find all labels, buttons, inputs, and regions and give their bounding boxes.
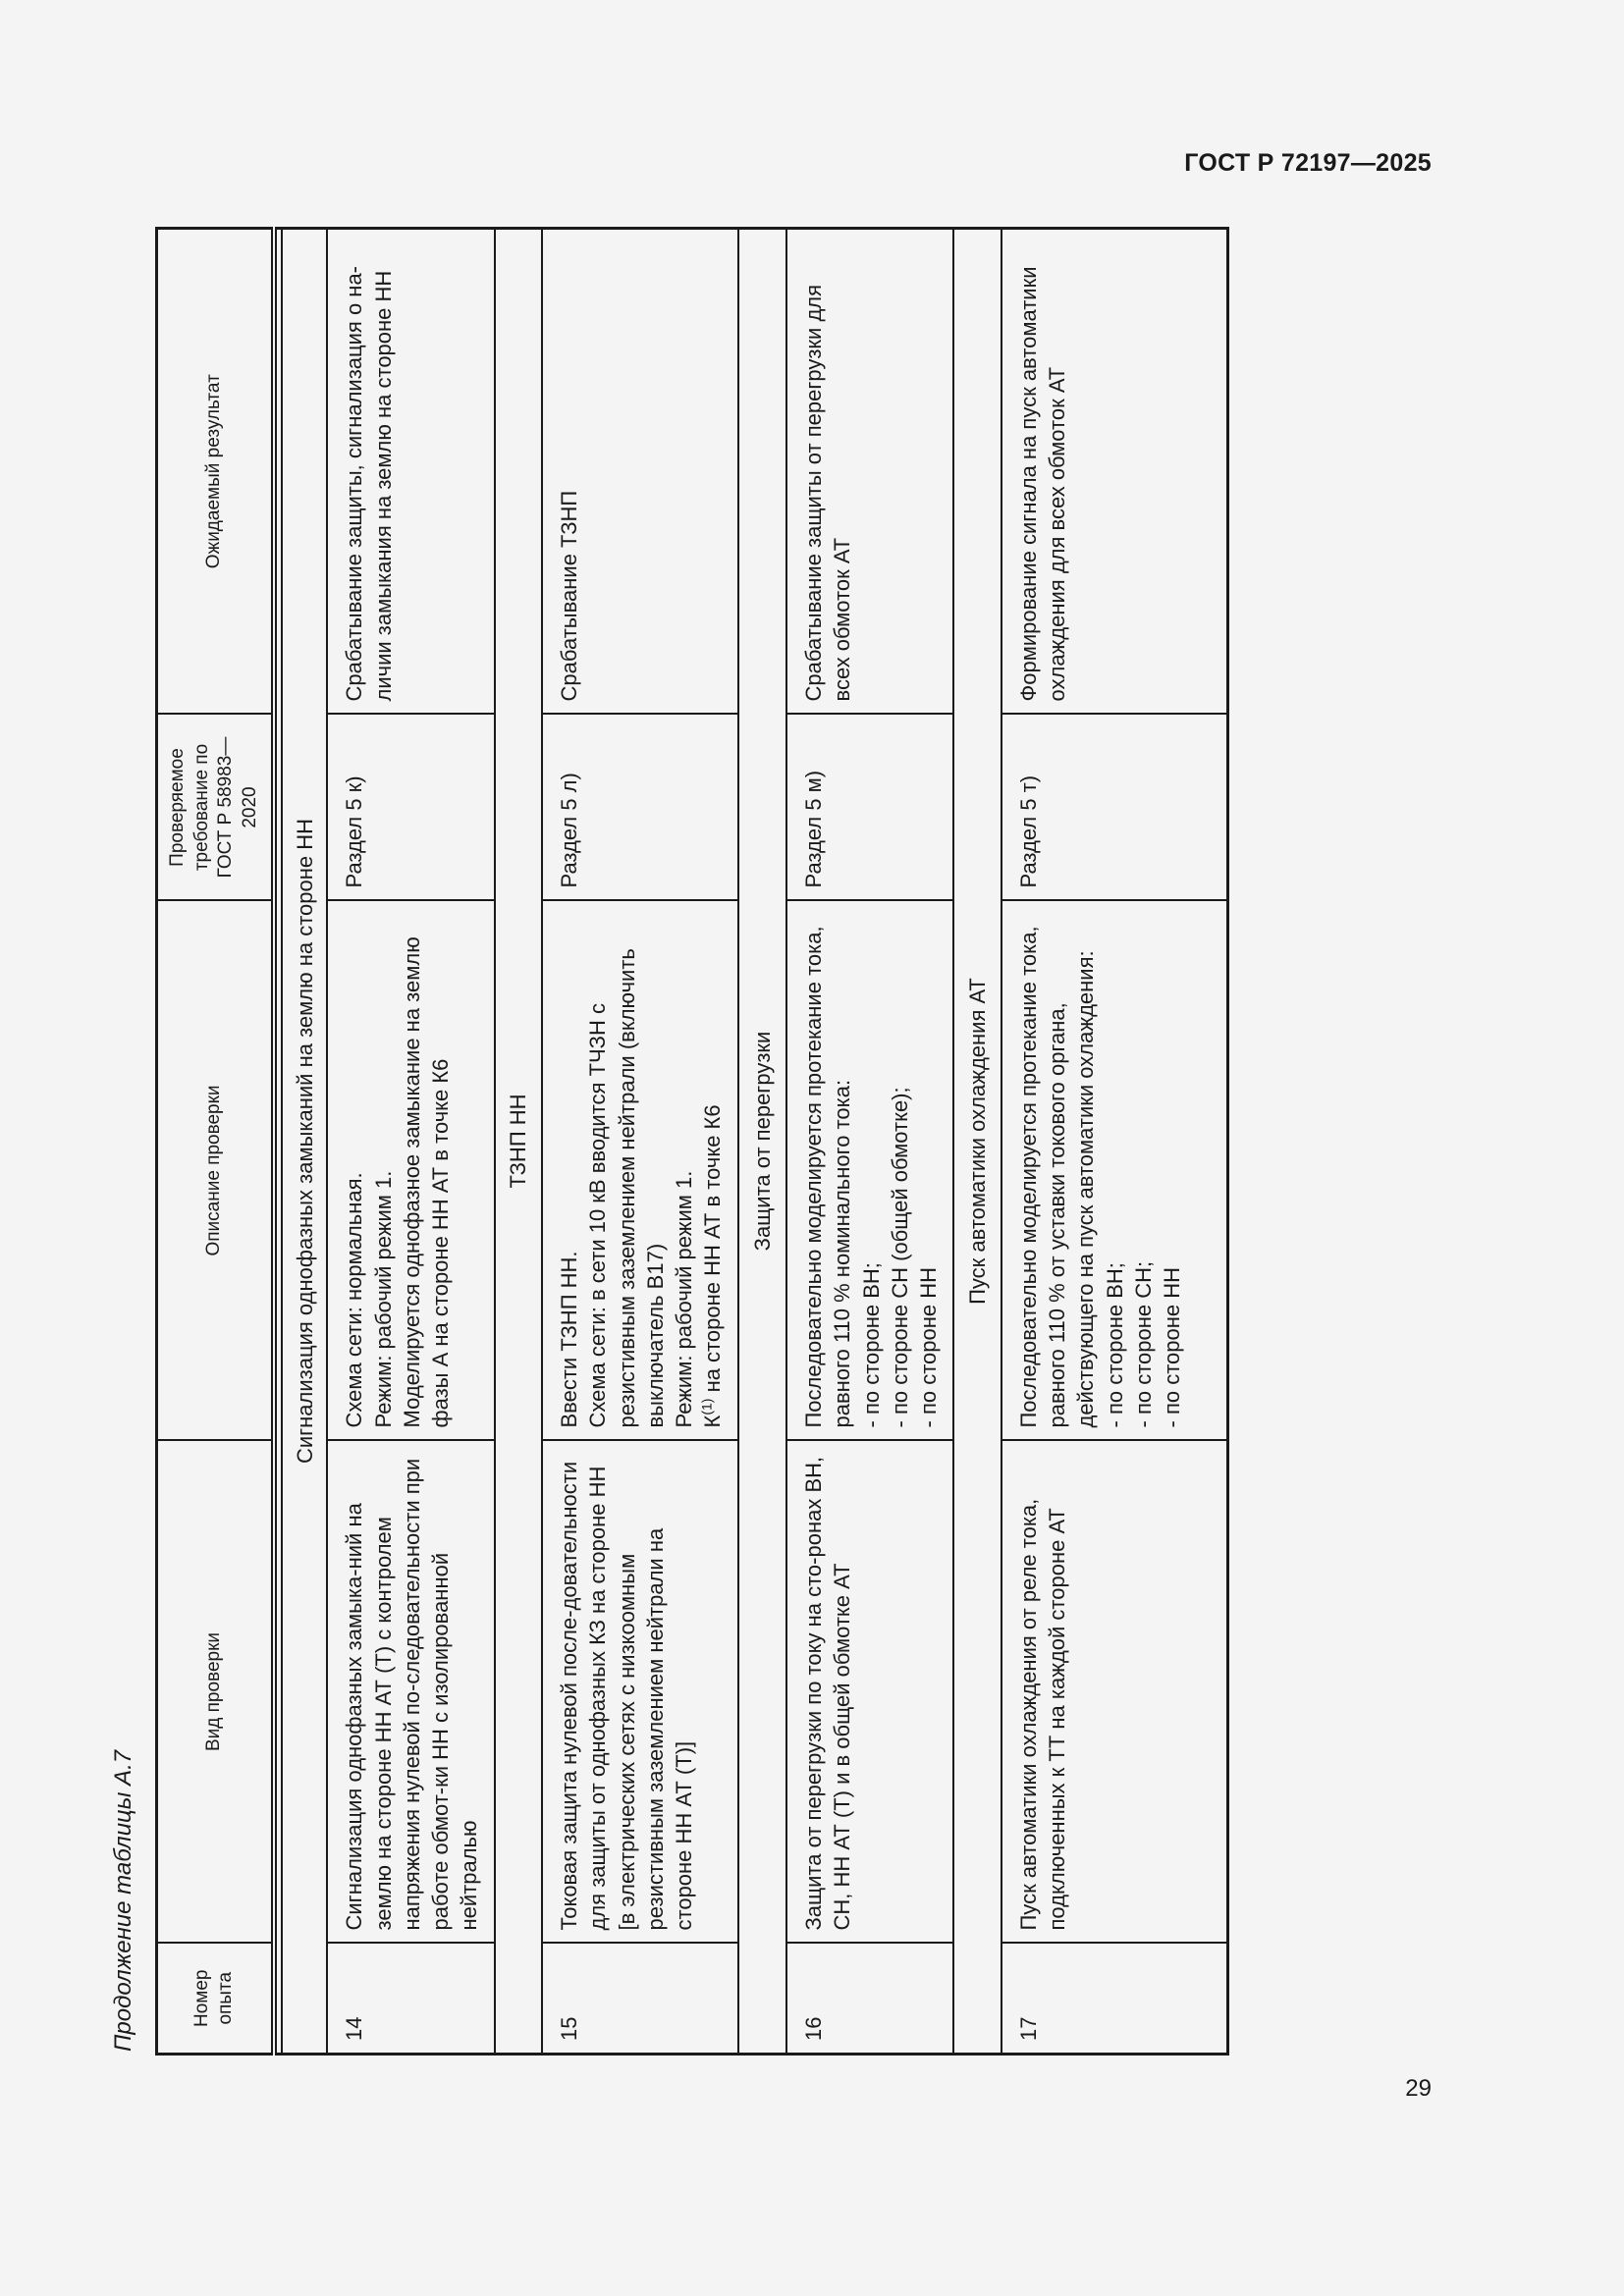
header-spacer-cell [274, 229, 282, 2055]
table-row [327, 229, 494, 2055]
section-title-row [738, 229, 786, 2055]
section-title: Сигнализация однофазных замыканий на землю на стороне НН [282, 229, 328, 2055]
table-row [542, 229, 738, 2055]
row-expected-result: Срабатывание защиты, сигнализация о на-личии замыкания на землю на стороне НН [327, 229, 494, 715]
description-fault-symbol: К [700, 1415, 726, 1428]
row-description [786, 901, 953, 1441]
col-header-requirement: Проверяемое требование по ГОСТ Р 58983—2020 [157, 715, 274, 901]
row-description [1001, 901, 1228, 1441]
table-row [1001, 229, 1228, 2055]
description-line: - по стороне ВН; [1102, 1262, 1127, 1428]
row-check-type: Сигнализация однофазных замыка-ний на землю на стороне НН АТ (Т) с контролем напряжения нулевой по-следовательности при работе обмот-ки НН с изолированной нейтралью [327, 1441, 494, 1944]
col-header-check-type: Вид проверки [157, 1441, 274, 1944]
row-number: 17 [1001, 1944, 1228, 2055]
section-title-row [953, 229, 1001, 2055]
test-table [155, 227, 1229, 2056]
col-header-description: Описание проверки [157, 901, 274, 1441]
row-expected-result: Формирование сигнала на пуск автоматики охлаждения для всех обмоток АТ [1001, 229, 1228, 715]
row-expected-result: Срабатывание защиты от перегрузки для всех обмоток АТ [786, 229, 953, 715]
description-line: Режим: рабочий режим 1. [672, 1170, 697, 1428]
description-line: Схема сети: нормальная. [342, 1172, 367, 1428]
col-header-expected-result: Ожидаемый результат [157, 229, 274, 715]
rotated-table-block [155, 230, 1229, 2056]
description-line: Последовательно моделируется протекание тока, равного 110 % номинального тока: [801, 926, 855, 1428]
description-line: - по стороне НН [1160, 1266, 1185, 1428]
description-line: Последовательно моделируется протекание тока, равного 110 % от уставки токового органа, действующего на пуск автоматики охлаждения: [1015, 926, 1099, 1428]
row-requirement: Раздел 5 л) [542, 715, 738, 901]
standard-code: ГОСТ Р 72197—2025 [1184, 149, 1432, 177]
section-title: ТЗНП НН [495, 229, 543, 2055]
description-line: - по стороне ВН; [858, 1262, 884, 1428]
section-title-row [495, 229, 543, 2055]
page-number: 29 [1405, 2075, 1432, 2102]
row-check-type: Пуск автоматики охлаждения от реле тока, подключенных к ТТ на каждой стороне АТ [1001, 1441, 1228, 1944]
row-description [327, 901, 494, 1441]
description-line: - по стороне СН; [1130, 1260, 1156, 1428]
col-header-number: Номер опыта [157, 1944, 274, 2055]
table-caption: Продолжение таблицы А.7 [110, 1749, 136, 2052]
table-header-row [157, 229, 274, 2055]
row-number: 16 [786, 1944, 953, 2055]
description-superscript: (1) [699, 1398, 716, 1415]
header-spacer-row [274, 229, 282, 2055]
description-line: - по стороне НН [916, 1266, 942, 1428]
row-number: 14 [327, 1944, 494, 2055]
row-requirement: Раздел 5 т) [1001, 715, 1228, 901]
description-line: Схема сети: в сети 10 кВ вводится ТЧЗН с резистивным заземлением нейтрали (включить выключатель В17) [585, 948, 668, 1428]
row-check-type: Защита от перегрузки по току на сто-ронах ВН, СН, НН АТ (Т) и в общей обмотке АТ [786, 1441, 953, 1944]
table-row [786, 229, 953, 2055]
row-requirement: Раздел 5 м) [786, 715, 953, 901]
row-description [542, 901, 738, 1441]
description-fault-location: на стороне НН АТ в точке К6 [700, 1104, 726, 1399]
section-title-row [282, 229, 328, 2055]
description-line [698, 912, 727, 1428]
description-line: - по стороне СН (общей обмотке); [887, 1087, 912, 1428]
description-line: Ввести ТЗНП НН. [557, 1251, 582, 1428]
section-title: Пуск автоматики охлаждения АТ [953, 229, 1001, 2055]
description-line: Режим: рабочий режим 1. [370, 1170, 396, 1428]
row-requirement: Раздел 5 к) [327, 715, 494, 901]
row-expected-result: Срабатывание ТЗНП [542, 229, 738, 715]
section-title: Защита от перегрузки [738, 229, 786, 2055]
row-number: 15 [542, 1944, 738, 2055]
description-line: Моделируется однофазное замыкание на землю фазы А на стороне НН АТ в точке К6 [399, 936, 454, 1428]
row-check-type: Токовая защита нулевой после-довательности для защиты от однофазных КЗ на стороне НН [в электрических сетях с низкоомным резистивным заземлением нейтрали на стороне НН АТ (Т)] [542, 1441, 738, 1944]
